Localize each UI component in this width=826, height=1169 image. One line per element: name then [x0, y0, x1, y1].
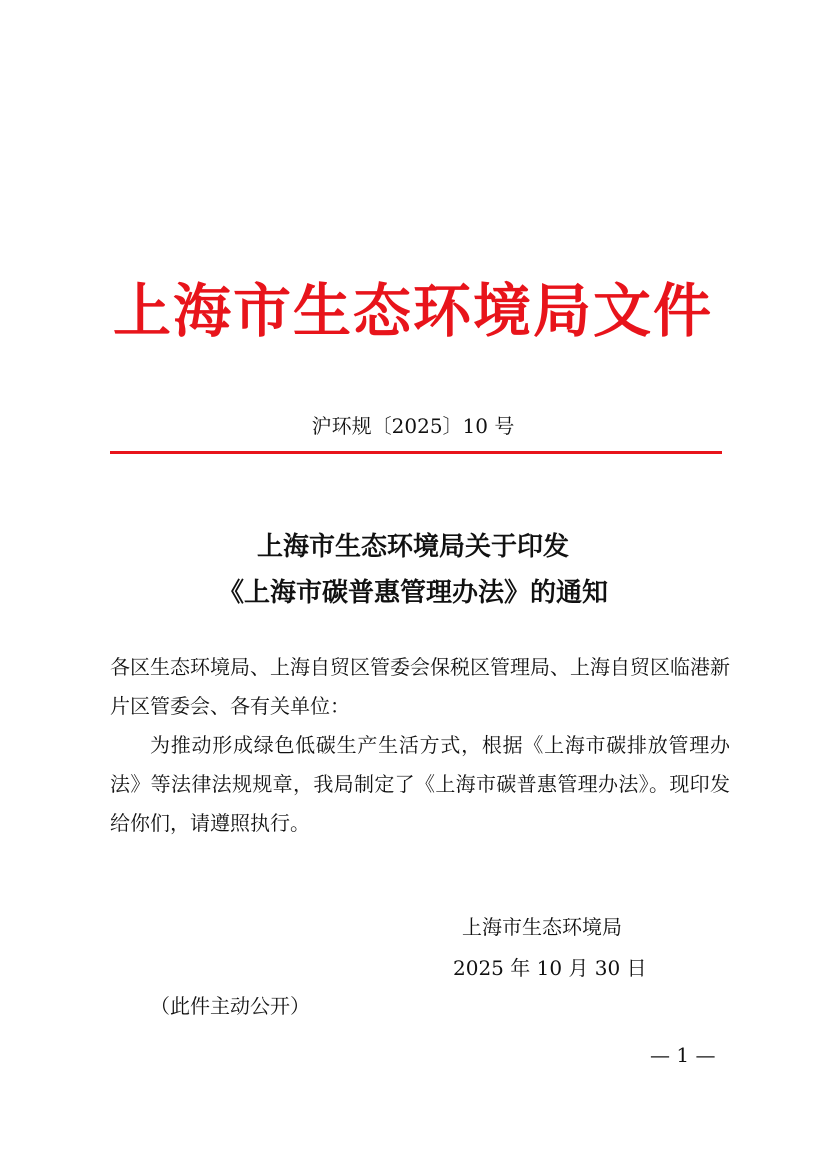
- letterhead-title: 上海市生态环境局文件: [112, 277, 713, 345]
- addressee-paragraph: 各区生态环境局、上海自贸区管委会保税区管理局、上海自贸区临港新片区管委会、各有关单位：: [110, 655, 730, 718]
- document-number: 沪环规〔2025〕10 号: [311, 414, 515, 438]
- page-number: — 1 —: [650, 1043, 716, 1067]
- body-paragraph: 为推动形成绿色低碳生产生活方式，根据《上海市碳排放管理办法》等法律法规规章，我局制定了《上海市碳普惠管理办法》。现印发给你们，请遵照执行。: [110, 733, 730, 835]
- issuer-signature: 上海市生态环境局: [462, 915, 622, 939]
- document-title-line-2: 《上海市碳普惠管理办法》的通知: [217, 578, 608, 608]
- document-title-line-1: 上海市生态环境局关于印发: [256, 532, 569, 562]
- disclosure-note: （此件主动公开）: [150, 994, 310, 1018]
- issue-date: 2025 年 10 月 30 日: [453, 956, 647, 980]
- red-divider-line: [110, 451, 722, 454]
